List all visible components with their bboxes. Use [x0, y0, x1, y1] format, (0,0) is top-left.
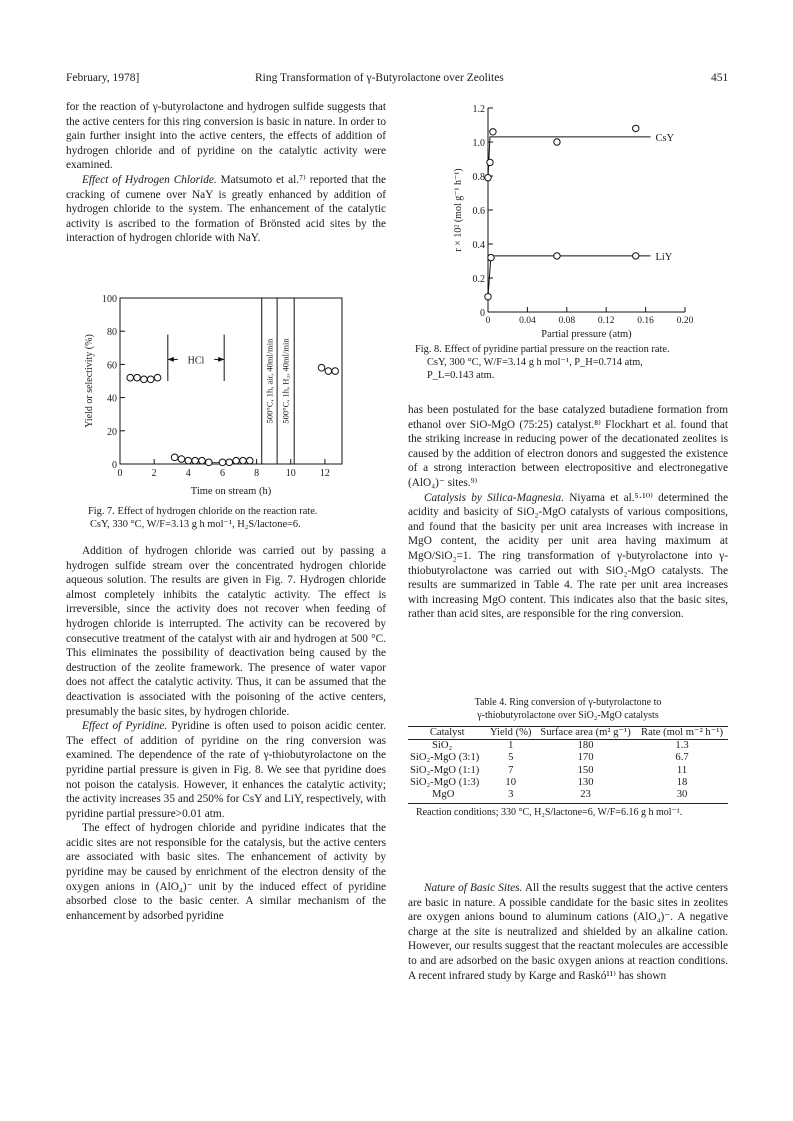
table-cell: 18 — [676, 776, 688, 788]
section-heading: Catalysis by Silica-Magnesia. — [424, 491, 565, 504]
data-point — [633, 125, 639, 131]
y-tick-label: 40 — [107, 393, 117, 405]
data-point — [206, 459, 213, 466]
table-title: γ-thiobutyrolactone over SiO₂-MgO catalysts — [477, 709, 659, 721]
paragraph-text: Matsumoto et al.⁷⁾ reported that the cracking of cumene over NaY is greatly enhanced by addition of hydrogen chloride to the system. The enhancement of the catalytic activity is ascribed to the formation of Brönsted acid sites by the interaction of hydrogen chloride with NaY. — [66, 173, 386, 245]
table-cell: 130 — [577, 776, 594, 788]
data-point — [233, 457, 240, 464]
table-cell: 11 — [676, 764, 688, 776]
paragraph — [66, 173, 386, 246]
data-point — [134, 374, 141, 381]
caption-line: Fig. 8. Effect of pyridine partial pressure on the reaction rate. — [415, 344, 670, 355]
y-tick-label: 60 — [107, 360, 117, 372]
right-column-bottom — [408, 881, 728, 983]
paragraph: has been postulated for the base catalyzed butadiene formation from ethanol over SiO-MgO (75:25) catalyst.⁸⁾ Flockhart et al. found that the striking increase in reducing power of the decationated zeolites is caused by the addition of electron donors and suggested the existence of a strong interaction between electropositive and electronegative (AlO₄)⁻ sites.⁹⁾ — [408, 404, 728, 489]
paragraph-text: Pyridine is often used to poison acidic center. The effect of addition of pyridine on the ring conversion was examined. The dependence of the rate of γ-thiobutyrolactone on the pyridine partial pressure is given in Fig. 8. We see that pyridine does not poison the catalysis. However, it enhances the catalytic activity; the activity increases 35 and 250% for CsY and LiY, respectively, with pyridine partial pressure>0.01 atm. — [66, 720, 386, 820]
x-tick-label: 0.04 — [519, 316, 536, 326]
data-point — [490, 129, 496, 135]
y-tick-label: 0 — [112, 460, 117, 471]
paragraph: The effect of hydrogen chloride and pyridine indicates that the acidic sites are not responsible for the catalysis, but the active centers are associated with basic sites. The enhancement of activity by pyridine may be caused by enrichment of the electron density of the oxygen anions in (AlO₄)⁻ unit by the induced effect of pyridine absorbed close to the basic center. A similar mechanism of the enhancement by adsorbed pyridine — [66, 822, 386, 922]
table-row — [408, 740, 728, 753]
y-tick-label: 0.4 — [472, 240, 485, 251]
y-axis-label: Yield or selectivity (%) — [84, 334, 95, 428]
page-number: 451 — [711, 72, 729, 84]
column-header: Surface area (m² g⁻¹) — [535, 727, 636, 740]
series-label: LiY — [655, 251, 673, 263]
data-point — [154, 374, 161, 381]
table-cell: 180 — [577, 740, 594, 752]
data-point — [171, 454, 178, 461]
data-point — [633, 253, 639, 259]
left-column-top — [66, 100, 386, 246]
data-table — [408, 726, 728, 804]
table-row — [408, 765, 728, 777]
table-cell: 150 — [577, 764, 594, 776]
table-cell: 30 — [636, 789, 728, 804]
paragraph — [408, 491, 728, 622]
data-point — [127, 374, 134, 381]
data-point — [178, 456, 185, 463]
section-heading: Nature of Basic Sites. — [424, 882, 523, 894]
table-cell: SiO₂-MgO (1:3) — [410, 776, 480, 788]
running-header-left: February, 1978] — [66, 72, 140, 84]
data-point — [185, 457, 192, 464]
table-row — [408, 752, 728, 764]
hcl-label: HCl — [187, 355, 205, 367]
paragraph — [66, 719, 386, 821]
figure-8-caption — [415, 343, 735, 383]
y-tick-label: 0.6 — [472, 206, 485, 217]
running-header-title: Ring Transformation of γ-Butyrolactone over Zeolites — [255, 72, 504, 84]
caption-line: CsY, 300 °C, W/F=3.14 g h mol⁻¹, P_H=0.714 atm, — [427, 357, 643, 369]
arrow-head-icon — [168, 357, 174, 362]
table-cell: 10 — [505, 776, 517, 788]
table-cell: 170 — [577, 752, 594, 764]
table-cell: 5 — [508, 752, 514, 764]
y-tick-label: 0.8 — [472, 172, 485, 183]
table-cell: MgO — [408, 789, 486, 804]
data-point — [485, 294, 491, 300]
paragraph — [408, 881, 728, 983]
arrow-head-icon — [218, 357, 224, 362]
y-tick-label: 1.2 — [472, 104, 485, 115]
data-point — [199, 457, 206, 464]
data-point — [318, 364, 325, 371]
x-tick-label: 12 — [319, 468, 330, 479]
figure-8-chart — [448, 100, 708, 340]
data-point — [487, 159, 493, 165]
table-cell: SiO₂-MgO (3:1) — [410, 752, 480, 764]
data-point — [325, 368, 332, 375]
data-point — [485, 175, 491, 181]
x-tick-label: 0 — [485, 316, 491, 326]
data-point — [488, 254, 494, 260]
data-point — [192, 457, 199, 464]
y-tick-label: 80 — [107, 327, 117, 339]
treatment-label: 500°C, 1h, H₂, 40ml/min — [280, 338, 291, 424]
table-footnote: Reaction conditions; 330 °C, H₂S/lactone=6, W/F=6.16 g h mol⁻¹. — [416, 807, 683, 819]
column-header: Catalyst — [408, 727, 486, 740]
data-point — [554, 139, 560, 145]
x-tick-label: 2 — [151, 468, 157, 479]
paragraph-text: Niyama et al.⁵·¹⁰⁾ determined the acidity and basicity of SiO₂-MgO catalysts of various compositions, and found that the basicity per unit area increases with increase in MgO content, the acidity per unit area having maximum at MgO/SiO₂=1. The ring transformation of γ-butyrolactone into γ-thiobutyrolactone was carried out with SiO₂-MgO catalysts. The results are summarized in Table 4. The rate per unit area increases with increasing MgO content. This indicates also that the basic sites, rather than acid sites, are responsible for the ring conversion. — [408, 491, 728, 621]
table-cell: 6.7 — [675, 752, 689, 764]
section-heading: Effect of Pyridine. — [82, 720, 168, 733]
data-point — [332, 368, 339, 375]
y-tick-label: 100 — [102, 294, 117, 305]
caption-line: P_L=0.143 atm. — [427, 370, 495, 382]
x-tick-label: 4 — [185, 468, 191, 479]
column-header: Yield (%) — [486, 727, 535, 740]
data-point — [240, 457, 247, 464]
table-row — [408, 777, 728, 789]
x-tick-label: 10 — [285, 468, 296, 479]
data-point — [141, 376, 148, 383]
caption-line: CsY, 330 °C, W/F=3.13 g h mol⁻¹, H₂S/lactone=6. — [90, 519, 301, 531]
paragraph: for the reaction of γ-butyrolactone and hydrogen sulfide suggests that the active centers for this ring conversion is basic in nature. In order to gain further insight into the active centers, the effects of addition of hydrogen chloride and of pyridine on the catalytic activity were examined. — [66, 101, 386, 172]
table-cell: 1.3 — [675, 740, 689, 752]
x-tick-label: 0.16 — [637, 316, 654, 326]
series-line — [488, 256, 651, 297]
table-4 — [408, 697, 728, 820]
series-line — [488, 137, 651, 178]
table-cell: SiO₂-MgO (1:1) — [410, 764, 480, 776]
data-point — [219, 459, 226, 466]
table-cell: 23 — [535, 789, 636, 804]
x-tick-label: 0 — [117, 468, 123, 479]
data-point — [554, 253, 560, 259]
figure-7-caption — [88, 505, 368, 531]
data-point — [226, 459, 233, 466]
x-axis-label: Time on stream (h) — [190, 486, 272, 497]
x-tick-label: 0.12 — [597, 316, 615, 326]
caption-line: Fig. 7. Effect of hydrogen chloride on the reaction rate. — [88, 506, 318, 517]
x-tick-label: 0.08 — [558, 316, 576, 326]
series-label: CsY — [655, 132, 675, 144]
y-tick-label: 0 — [480, 308, 485, 319]
data-point — [246, 457, 253, 464]
y-tick-label: 20 — [107, 426, 117, 438]
table-cell: 1 — [508, 740, 514, 752]
left-column-bottom — [66, 544, 386, 923]
column-header: Rate (mol m⁻² h⁻¹) — [636, 727, 728, 740]
paragraph-text: All the results suggest that the active centers are basic in nature. A possible candidate for the basic sites in zeolites are oxygen anions bound to aluminum cations (AlO₄)⁻. A negative charge at the site is neutralized and shielded by an alkaline cation. However, our results suggest that the reactant molecules are accessible to and are adsorbed on the basic oxygen anions at reaction conditions. A recent infrared study by Karge and Raskó¹¹⁾ has shown — [408, 882, 728, 982]
table-cell: 3 — [486, 789, 535, 804]
table-title: Table 4. Ring conversion of γ-butyrolactone to — [474, 697, 662, 708]
table-row — [408, 789, 728, 804]
x-tick-label: 6 — [219, 468, 225, 479]
y-tick-label: 1.0 — [472, 138, 485, 149]
paragraph: Addition of hydrogen chloride was carried out by passing a hydrogen sulfide stream over the concentrated hydrogen chloride aqueous solution. The results are given in Fig. 7. Hydrogen chloride almost completely inhibits the catalytic activity. The effect is irreversible, since the activity does not recover when feeding of hydrogen chloride is interrupted. The activity can be recovered by consecutive treatment of the catalyst with air and hydrogen at 500 °C. This eliminates the possibility of deactivation being caused by the destruction of the zeolite framework. The presence of water vapor does not affect the catalytic activity. Thus, it can be assumed that the deactivation is associated with the poisoning of the active centers, presumably the basic sites, by hydrogen chloride. — [66, 545, 386, 718]
treatment-label: 500°C, 1h, air, 40ml/min — [264, 338, 275, 424]
x-axis-label: Partial pressure (atm) — [541, 329, 632, 340]
x-tick-label: 8 — [254, 468, 260, 479]
table-cell: SiO₂ — [432, 740, 453, 752]
y-axis-label: r × 10² (mol g⁻¹ h⁻¹) — [453, 168, 464, 252]
table-cell: 7 — [508, 764, 514, 776]
x-tick-label: 0.20 — [676, 316, 694, 326]
figure-7-chart — [70, 292, 350, 502]
data-point — [147, 376, 154, 383]
y-tick-label: 0.2 — [472, 274, 485, 285]
right-column-top — [408, 403, 728, 622]
section-heading: Effect of Hydrogen Chloride. — [82, 173, 217, 186]
